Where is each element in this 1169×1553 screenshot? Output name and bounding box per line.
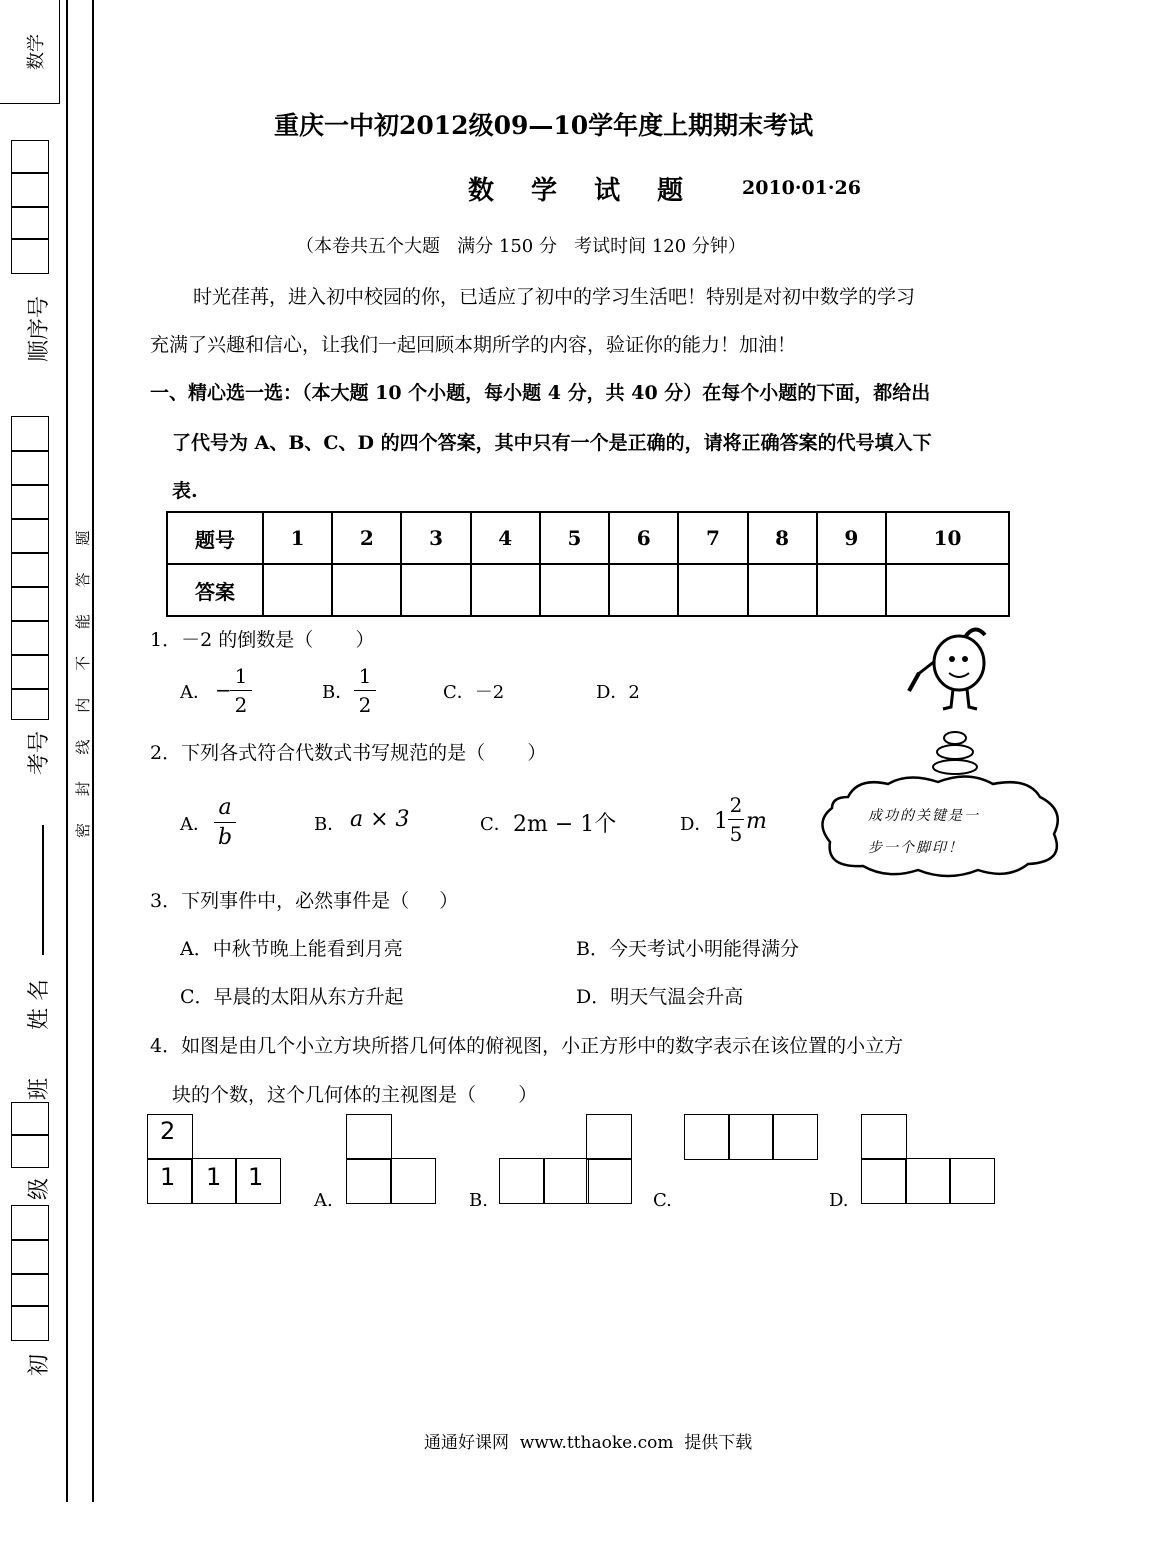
question-number-cell: 3 <box>401 512 470 564</box>
exam-no-box-3 <box>11 484 49 520</box>
seq-box-2 <box>11 172 49 208</box>
option-c-square <box>772 1114 818 1160</box>
bubble-text-2: 步一个脚印！ <box>868 840 964 856</box>
section1-line-1: 一、精心选一选：（本大题 10 个小题，每小题 4 分，共 40 分）在每个小题的下面，都给出 <box>150 382 931 404</box>
exam-no-box-8 <box>11 654 49 690</box>
margin-line-outer <box>66 0 68 1502</box>
exam-no-box-2 <box>11 450 49 486</box>
answer-cell[interactable] <box>748 564 817 616</box>
chu-label: 初 <box>27 1353 52 1376</box>
answer-table-answer-row <box>167 564 1009 616</box>
exam-no-box-7 <box>11 620 49 656</box>
q4-line-1: 4．如图是由几个小立方块所搭几何体的俯视图，小正方形中的数字表示在该位置的小立方 <box>150 1035 904 1057</box>
question-number-cell: 6 <box>609 512 678 564</box>
q1-option-a-sign: − <box>215 678 232 702</box>
top-view-cell <box>235 1158 281 1204</box>
grade-box-1 <box>11 1205 49 1241</box>
cartoon-hair <box>965 629 985 637</box>
answer-cell[interactable] <box>471 564 540 616</box>
cartoon-arm-left <box>917 661 935 675</box>
q1-option-b-label: B． <box>322 682 354 703</box>
q2-option-a-label: A． <box>180 814 211 835</box>
option-c-square <box>728 1114 774 1160</box>
option-b-square <box>586 1114 632 1160</box>
answer-cell[interactable] <box>401 564 470 616</box>
answer-cell[interactable] <box>609 564 678 616</box>
answer-table-row1-label: 题号 <box>167 512 263 564</box>
top-view-value: 1 <box>160 1163 176 1191</box>
option-a-square <box>390 1158 436 1204</box>
q1-option-b-fraction <box>354 664 376 717</box>
bubble-text-1: 成功的关键是一 <box>868 808 980 824</box>
q1-option-a-label: A． <box>180 682 211 703</box>
grade-label: 级 <box>27 1177 52 1200</box>
top-view-cell <box>191 1158 237 1204</box>
top-view-value: 2 <box>160 1117 176 1145</box>
option-b-square <box>586 1158 632 1204</box>
fraction-bar <box>230 690 252 691</box>
q2-option-c-label: C． <box>480 814 512 835</box>
q4-option-b-label: B. <box>469 1190 488 1211</box>
answer-cell[interactable] <box>886 564 1009 616</box>
top-view-value: 1 <box>248 1163 264 1191</box>
thought-bubble-trail <box>925 730 985 775</box>
q1-option-a-fraction <box>230 664 252 717</box>
seq-box-4 <box>11 238 49 274</box>
question-number-cell: 2 <box>332 512 401 564</box>
answer-table-row2-label: 答案 <box>167 564 263 616</box>
exam-note: （本卷共五个大题 满分 150 分 考试时间 120 分钟） <box>296 236 746 257</box>
q2-option-b-expr: a × 3 <box>350 807 410 832</box>
q2-option-d-var: m <box>746 809 767 834</box>
q2-stem: 2．下列各式符合代数式书写规范的是（ ） <box>150 742 547 764</box>
cartoon-eye-left <box>949 656 955 662</box>
fraction-bar <box>354 690 376 691</box>
exam-no-box-4 <box>11 518 49 554</box>
answer-cell[interactable] <box>540 564 609 616</box>
exam-no-box-9 <box>11 688 49 720</box>
q2-option-a-fraction <box>214 795 236 850</box>
q4-option-a-label: A. <box>314 1190 333 1211</box>
q1-a-numerator: 1 <box>234 664 248 688</box>
q2-option-d-fraction <box>728 793 744 846</box>
page-footer: 通通好课网 www.tthaoke.com 提供下载 <box>424 1433 753 1453</box>
class-box-1 <box>11 1102 49 1136</box>
fraction-bar <box>214 822 236 823</box>
seq-box-1 <box>11 140 49 174</box>
option-d-square <box>861 1114 907 1160</box>
q4-option-c-label: C. <box>653 1190 672 1211</box>
option-a-square <box>346 1114 392 1160</box>
q1-a-denominator: 2 <box>234 693 248 717</box>
answer-table-header-row <box>167 512 1009 564</box>
grade-box-2 <box>11 1239 49 1275</box>
class-box-2 <box>11 1134 49 1168</box>
intro-line-1: 时光荏苒，进入初中校园的你，已适应了初中的学习生活吧！特别是对初中数学的学习 <box>193 286 916 308</box>
q2-d-numerator: 2 <box>729 793 743 817</box>
q4-line-2: 块的个数，这个几何体的主视图是（ ） <box>172 1084 538 1106</box>
cartoon-leg-right <box>967 689 977 709</box>
q1-option-d: D．2 <box>596 682 640 703</box>
answer-table <box>166 511 1010 617</box>
q2-option-d-whole: 1 <box>714 809 728 834</box>
question-number-cell: 1 <box>263 512 332 564</box>
seal-line-text: 密 封 线 内 不 能 答 题 <box>74 519 92 838</box>
section1-line-2: 了代号为 A、B、C、D 的四个答案，其中只有一个是正确的，请将正确答案的代号填入下 <box>172 432 932 454</box>
q1-option-c: C．－2 <box>443 682 505 703</box>
name-underline <box>42 825 44 955</box>
exam-subtitle: 数 学 试 题 <box>468 176 698 206</box>
q4-option-d-label: D. <box>829 1190 849 1211</box>
q2-option-b-label: B． <box>314 814 346 835</box>
subject-label: 数学 <box>26 34 47 70</box>
cartoon-leg-left <box>943 689 953 709</box>
cartoon-eye-right <box>962 656 968 662</box>
top-view-cell <box>147 1158 193 1204</box>
q2-d-denominator: 5 <box>729 822 743 846</box>
exam-no-label: 考号 <box>27 730 52 775</box>
q2-option-c-expr: 2m − 1个 <box>513 812 617 837</box>
option-d-square <box>861 1158 907 1204</box>
question-number-cell: 10 <box>886 512 1009 564</box>
class-label: 班 <box>27 1077 52 1100</box>
answer-cell[interactable] <box>817 564 886 616</box>
option-d-square <box>949 1158 995 1204</box>
top-view-value: 1 <box>206 1163 222 1191</box>
q2-a-denominator: b <box>217 825 233 850</box>
exam-no-box-5 <box>11 552 49 588</box>
option-a-square <box>346 1158 392 1204</box>
answer-cell[interactable] <box>678 564 747 616</box>
answer-cell[interactable] <box>263 564 332 616</box>
exam-date: 2010·01·26 <box>742 177 861 199</box>
question-number-cell: 9 <box>817 512 886 564</box>
question-number-cell: 4 <box>471 512 540 564</box>
cartoon-head <box>934 636 984 690</box>
option-d-square <box>905 1158 951 1204</box>
question-number-cell: 5 <box>540 512 609 564</box>
q1-b-numerator: 1 <box>358 664 372 688</box>
exam-no-box-1 <box>11 416 49 452</box>
thought-bubble <box>818 772 1070 882</box>
name-label: 姓 名 <box>27 979 52 1030</box>
fraction-bar <box>728 819 744 820</box>
section1-line-3: 表. <box>172 480 198 502</box>
q2-a-numerator: a <box>218 795 232 820</box>
option-b-square <box>543 1158 589 1204</box>
intro-line-2: 充满了兴趣和信心，让我们一起回顾本期所学的内容，验证你的能力！加油！ <box>150 334 797 356</box>
exam-title: 重庆一中初2012级09—10学年度上期期末考试 <box>274 111 814 140</box>
question-number-cell: 8 <box>748 512 817 564</box>
exam-no-box-6 <box>11 586 49 622</box>
cartoon-pencil <box>909 673 919 691</box>
grade-box-4 <box>11 1305 49 1341</box>
grade-box-3 <box>11 1273 49 1307</box>
q3-option-b: B．今天考试小明能得满分 <box>576 938 799 960</box>
option-b-square <box>499 1158 545 1204</box>
q3-option-a: A．中秋节晚上能看到月亮 <box>180 938 403 960</box>
top-view-cell <box>147 1114 193 1160</box>
q3-option-c: C．早晨的太阳从东方升起 <box>180 986 404 1008</box>
question-number-cell: 7 <box>678 512 747 564</box>
cartoon-illustration <box>905 615 1005 715</box>
seq-label: 顺序号 <box>27 295 52 362</box>
option-c-square <box>684 1114 730 1160</box>
q1-stem: 1．－2 的倒数是（ ） <box>150 629 375 651</box>
q1-b-denominator: 2 <box>358 693 372 717</box>
answer-cell[interactable] <box>332 564 401 616</box>
q2-option-d-label: D． <box>680 814 713 835</box>
q3-stem: 3．下列事件中，必然事件是（ ） <box>150 890 459 912</box>
q3-option-d: D．明天气温会升高 <box>576 986 744 1008</box>
seq-box-3 <box>11 206 49 240</box>
